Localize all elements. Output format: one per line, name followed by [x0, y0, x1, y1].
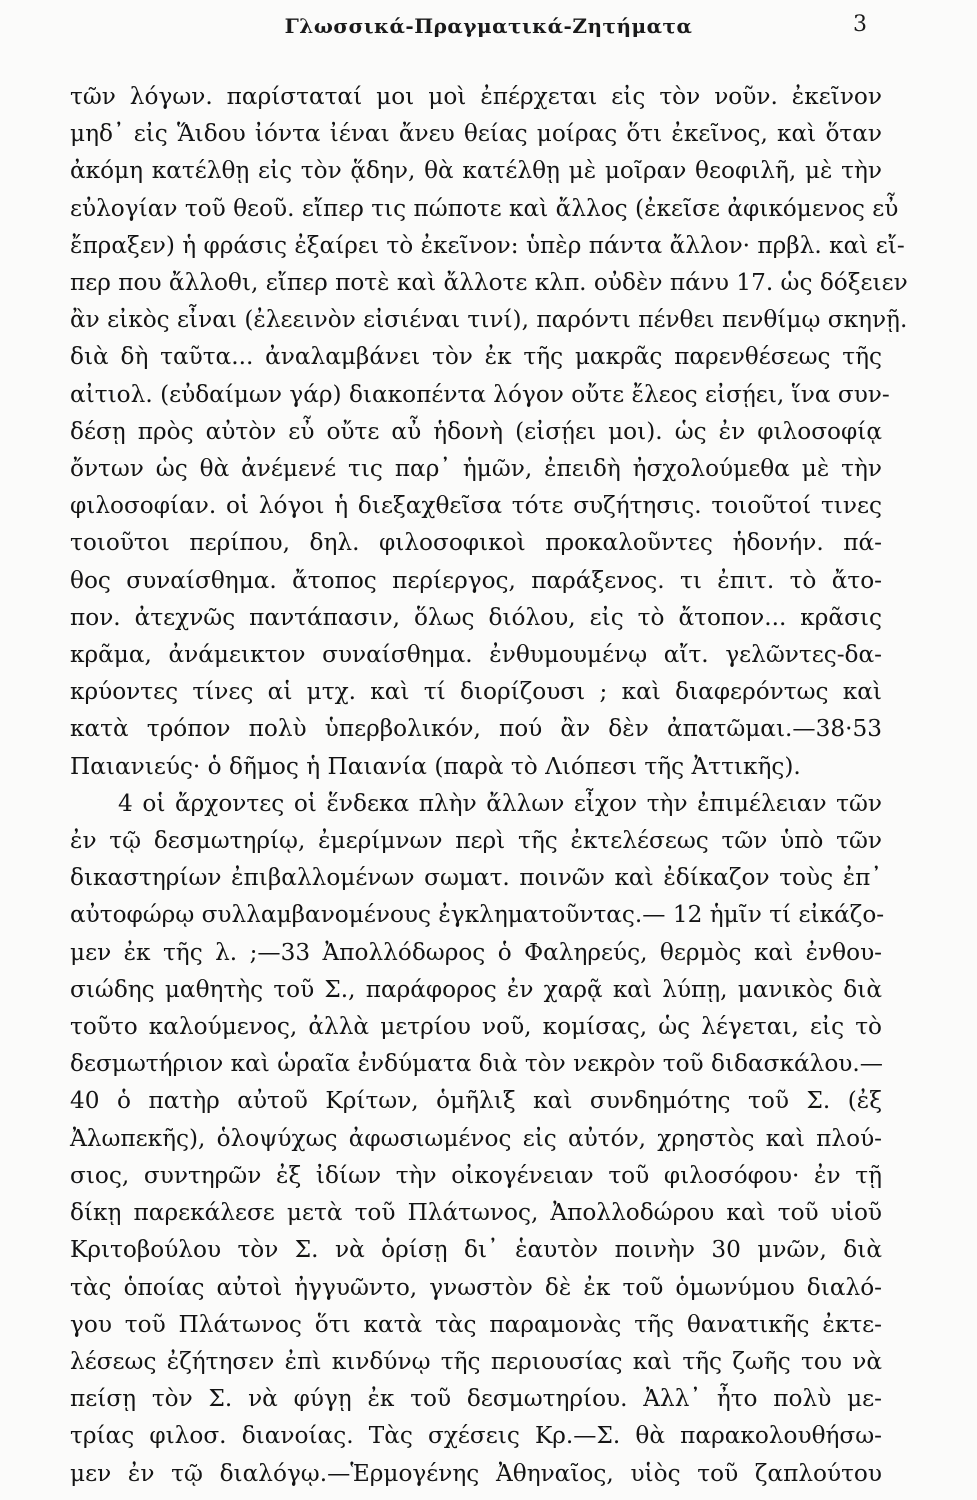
text-line: θος συναίσθημα. ἄτοπος περίεργος, παράξενος. τι ἐπιτ. τὸ ἄτο-	[70, 566, 882, 594]
text-line: πον. ἀτεχνῶς παντάπασιν, ὅλως διόλου, εἰς τὸ ἄτοπον... κρᾶσις	[70, 603, 882, 631]
text-line: τὰς ὁποίας αὐτοὶ ἠγγυῶντο, γνωστὸν δὲ ἐκ τοῦ ὁμωνύμου διαλό-	[70, 1273, 882, 1301]
text-line: αὐτοφώρῳ συλλαμβανομένους ἐγκληματοῦντας.— 12 ἡμῖν τί εἰκάζο-	[70, 901, 885, 929]
text-line: ἔπραξεν) ἡ φράσις ἐξαίρει τὸ ἐκεῖνον: ὑπὲρ πάντα ἄλλον· πρβλ. καὶ εἴ-	[70, 231, 905, 259]
text-line: μηδ᾽ εἰς Ἅιδου ἰόντα ἰέναι ἄνευ θείας μοίρας ὅτι ἐκεῖνος, καὶ ὅταν	[70, 120, 882, 148]
text-line: ἐν τῷ δεσμωτηρίῳ, ἐμερίμνων περὶ τῆς ἐκτελέσεως τῶν ὑπὸ τῶν	[70, 827, 882, 855]
text-line: κρᾶμα, ἀνάμεικτον συναίσθημα. ἐνθυμουμένῳ αἴτ. γελῶντες-δα-	[70, 641, 882, 669]
text-line: αἰτιολ. (εὐδαίμων γάρ) διακοπέντα λόγον οὔτε ἔλεος εἰσῄει, ἵνα συν-	[70, 380, 890, 408]
text-line: τρίας φιλοσ. διανοίας. Τὰς σχέσεις Κρ.—Σ. θὰ παρακολουθήσω-	[70, 1422, 882, 1450]
text-line: ἀκόμη κατέλθῃ εἰς τὸν ᾅδην, θὰ κατέλθῃ μὲ μοῖραν θεοφιλῆ, μὲ τὴν	[70, 157, 882, 185]
text-line: τοιοῦτοι περίπου, δηλ. φιλοσοφικοὶ προκαλοῦντες ἡδονήν. πά-	[70, 529, 882, 557]
text-line: κρύοντες τίνες αἱ μτχ. καὶ τί διορίζουσι ; καὶ διαφερόντως καὶ	[70, 678, 882, 706]
text-line: εὐλογίαν τοῦ θεοῦ. εἴπερ τις πώποτε καὶ ἄλλος (ἐκεῖσε ἀφικόμενος εὖ	[70, 194, 899, 222]
text-line: πείσῃ τὸν Σ. νὰ φύγῃ ἐκ τοῦ δεσμωτηρίου. Ἀλλ᾽ ἦτο πολὺ με-	[70, 1385, 882, 1413]
text-line: δίκῃ παρεκάλεσε μετὰ τοῦ Πλάτωνος, Ἀπολλοδώρου καὶ τοῦ υἱοῦ	[70, 1199, 882, 1227]
text-line: μεν ἐκ τῆς λ. ;—33 Ἀπολλόδωρος ὁ Φαληρεύς, θερμὸς καὶ ἐνθου-	[70, 938, 882, 966]
text-line: δικαστηρίων ἐπιβαλλομένων σωματ. ποινῶν καὶ ἐδίκαζον τοὺς ἐπ᾽	[70, 864, 882, 892]
body-text	[70, 78, 908, 1492]
text-line: τῶν λόγων. παρίσταταί μοι μοὶ ἐπέρχεται εἰς τὸν νοῦν. ἐκεῖνον	[70, 83, 882, 110]
text-line: Παιανιεύς· ὁ δῆμος ἡ Παιανία (παρὰ τὸ Λιόπεσι τῆς Ἀττικῆς).	[70, 752, 801, 780]
running-head: Γλωσσικά-Πραγματικά-Ζητήματα	[284, 14, 693, 38]
text-line: τοῦτο καλούμενος, ἀλλὰ μετρίου νοῦ, κομίσας, ὡς λέγεται, εἰς τὸ	[70, 1013, 882, 1041]
text-line: κατὰ τρόπον πολὺ ὑπερβολικόν, πού ἂν δὲν ἀπατῶμαι.—38·53	[70, 715, 882, 743]
text-line: ὄντων ὡς θὰ ἀνέμενέ τις παρ᾽ ἡμῶν, ἐπειδὴ ἠσχολούμεθα μὲ τὴν	[70, 455, 882, 483]
text-line: λέσεως ἐζήτησεν ἐπὶ κινδύνῳ τῆς περιουσίας καὶ τῆς ζωῆς του νὰ	[70, 1347, 882, 1375]
text-line: φιλοσοφίαν. οἱ λόγοι ἡ διεξαχθεῖσα τότε συζήτησις. τοιοῦτοί τινες	[70, 492, 882, 520]
text-line: ἂν εἰκὸς εἶναι (ἐλεεινὸν εἰσιέναι τινί), παρόντι πένθει πενθίμῳ σκηνῇ.	[70, 306, 908, 334]
text-line: διὰ δὴ ταῦτα... ἀναλαμβάνει τὸν ἐκ τῆς μακρᾶς παρενθέσεως τῆς	[70, 343, 882, 371]
text-line: 4 οἱ ἄρχοντες οἱ ἕνδεκα πλὴν ἄλλων εἶχον τὴν ἐπιμέλειαν τῶν	[118, 789, 882, 817]
text-line: Κριτοβούλου τὸν Σ. νὰ ὁρίσῃ δι᾽ ἑαυτὸν ποινὴν 30 μνῶν, διὰ	[70, 1236, 882, 1264]
text-line: σιώδης μαθητὴς τοῦ Σ., παράφορος ἐν χαρᾷ καὶ λύπῃ, μανικὸς διὰ	[70, 975, 882, 1003]
text-line: περ που ἄλλοθι, εἴπερ ποτὲ καὶ ἄλλοτε κλπ. οὐδὲν πάνυ 17. ὡς δόξειεν	[70, 269, 908, 297]
text-line: 40 ὁ πατὴρ αὐτοῦ Κρίτων, ὁμῆλιξ καὶ συνδημότης τοῦ Σ. (ἐξ	[70, 1087, 882, 1115]
text-line: γου τοῦ Πλάτωνος ὅτι κατὰ τὰς παραμονὰς τῆς θανατικῆς ἐκτε-	[70, 1310, 882, 1338]
text-line: Ἀλωπεκῆς), ὁλοψύχως ἀφωσιωμένος εἰς αὐτόν, χρηστὸς καὶ πλού-	[70, 1124, 882, 1152]
text-line: δεσμωτήριον καὶ ὡραῖα ἐνδύματα διὰ τὸν νεκρὸν τοῦ διδασκάλου.—	[70, 1050, 883, 1078]
text-line: δέσῃ πρὸς αὐτὸν εὖ οὔτε αὖ ἡδονὴ (εἰσῄει μοι). ὡς ἐν φιλοσοφίᾳ	[70, 417, 882, 445]
text-line: σιος, συντηρῶν ἐξ ἰδίων τὴν οἰκογένειαν τοῦ φιλοσόφου· ἐν τῇ	[70, 1161, 882, 1189]
page-number: 3	[853, 12, 867, 37]
text-line: μεν ἐν τῷ διαλόγῳ.—Ἑρμογένης Ἀθηναῖος, υἱὸς τοῦ ζαπλούτου	[70, 1459, 882, 1487]
